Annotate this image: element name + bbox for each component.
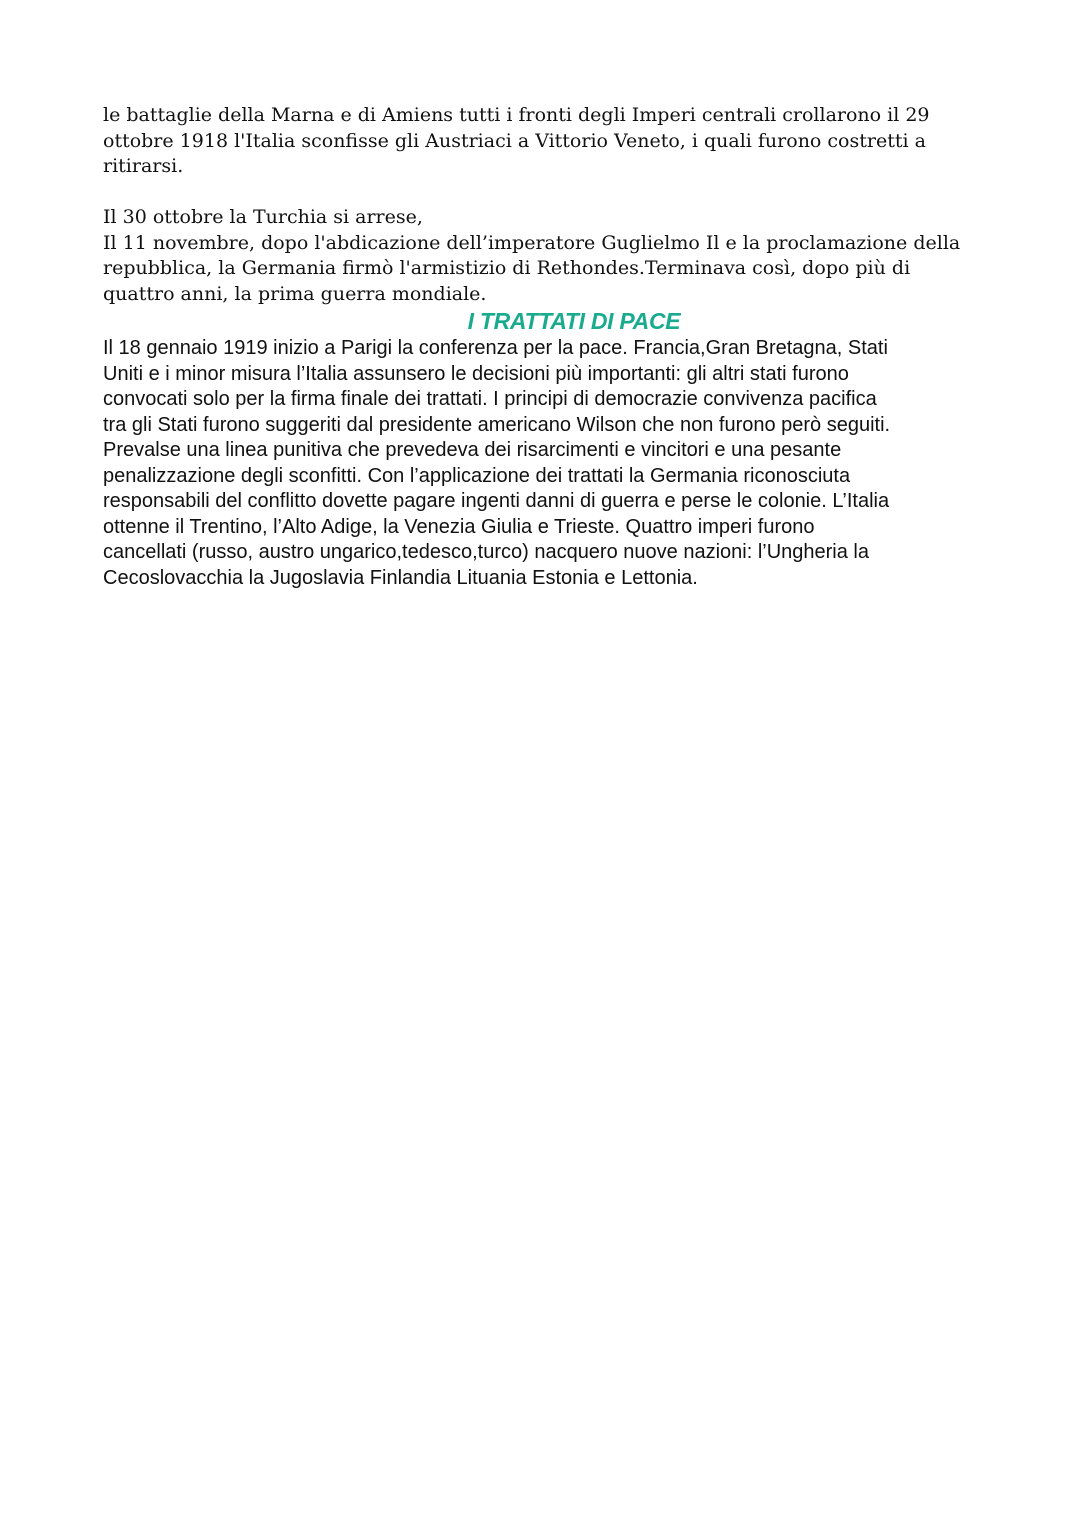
paragraph-line: penalizzazione degli sconfitti. Con l’applicazione dei trattati la Germania riconosciuta xyxy=(103,464,851,487)
paragraph-line: cancellati (russo, austro ungarico,tedesco,turco) nacquero nuove nazioni: l’Ungheria la xyxy=(103,541,869,563)
paragraph-line: ritirarsi. xyxy=(103,155,184,177)
paragraph-line: Prevalse una linea punitiva che prevedeva dei risarcimenti e vincitori e una pesante xyxy=(103,439,842,461)
paragraph-line: tra gli Stati furono suggeriti dal presidente americano Wilson che non furono però seguiti. xyxy=(103,413,891,436)
paragraph-line: Uniti e i minor misura l’Italia assunsero le decisioni più importanti: gli altri stati furono xyxy=(103,362,849,385)
paragraph-line: Il 11 novembre, dopo l'abdicazione dell’imperatore Guglielmo Il e la proclamazione della xyxy=(103,231,961,254)
paragraph-line: Cecoslovacchia la Jugoslavia Finlandia Lituania Estonia e Lettonia. xyxy=(103,566,698,589)
paragraph-line: convocati solo per la firma finale dei trattati. I principi di democrazie convivenza pacifica xyxy=(103,388,877,410)
section-heading xyxy=(0,307,1080,335)
paragraph-line: le battaglie della Marna e di Amiens tutti i fronti degli Imperi centrali crollarono il 29 xyxy=(103,104,930,126)
war-end-paragraph xyxy=(103,205,983,307)
paragraph-line: quattro anni, la prima guerra mondiale. xyxy=(103,282,487,305)
paragraph-line: responsabili del conflitto dovette pagare ingenti danni di guerra e perse le colonie. L’Italia xyxy=(103,490,890,512)
paragraph-line: Il 30 ottobre la Turchia si arrese, xyxy=(103,206,423,228)
paragraph-line: repubblica, la Germania firmò l'armistizio di Rethondes.Terminava così, dopo più di xyxy=(103,257,911,279)
intro-paragraph xyxy=(103,103,983,180)
section-heading-text: I TRATTATI DI PACE xyxy=(467,308,681,334)
paragraph-line: ottenne il Trentino, l’Alto Adige, la Venezia Giulia e Trieste. Quattro imperi furono xyxy=(103,515,815,538)
paragraph-line: Il 18 gennaio 1919 inizio a Parigi la conferenza per la pace. Francia,Gran Bretagna, Stati xyxy=(103,337,888,359)
paragraph-line: ottobre 1918 l'Italia sconfisse gli Austriaci a Vittorio Veneto, i quali furono costretti a xyxy=(103,129,926,152)
peace-treaties-paragraph xyxy=(103,336,1003,591)
